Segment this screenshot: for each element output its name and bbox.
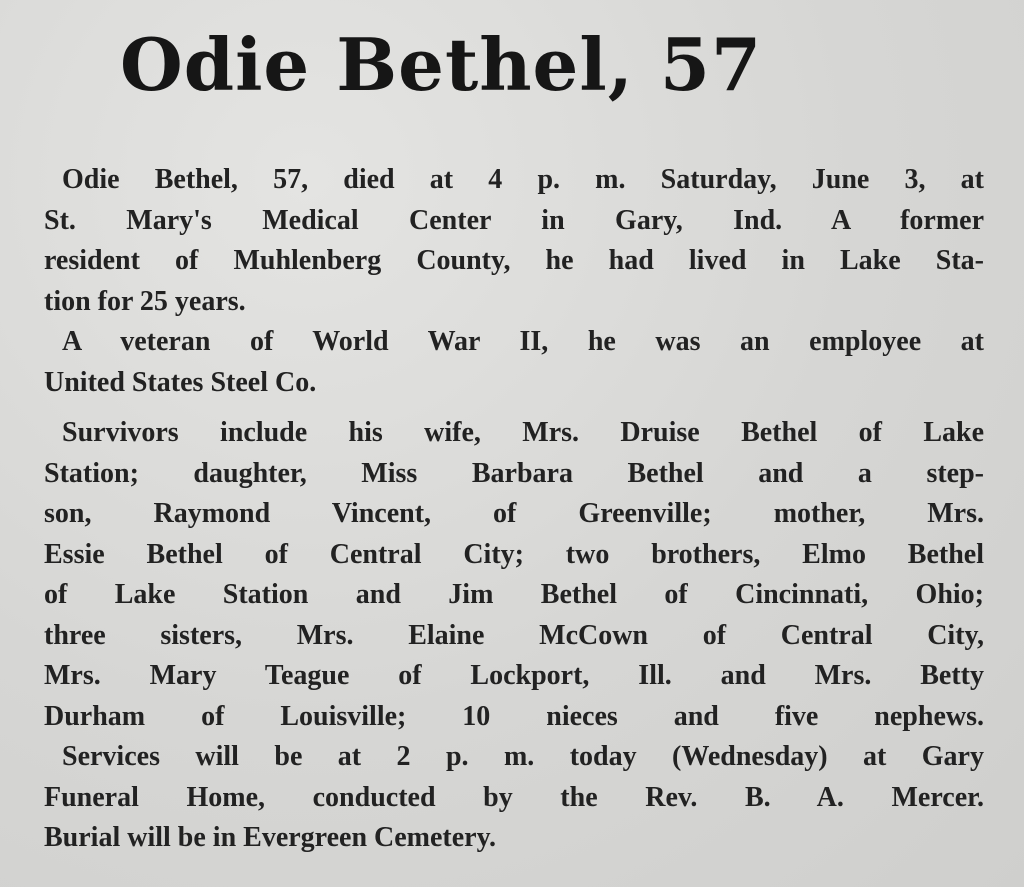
obituary-body [44, 160, 984, 859]
text-line: Odie Bethel, 57, died at 4 p. m. Saturday, June 3, at [62, 164, 984, 195]
text-line: Durham of Louisville; 10 nieces and five nephews. [44, 700, 984, 732]
text-line: St. Mary's Medical Center in Gary, Ind. A former [44, 204, 984, 236]
text-line: Survivors include his wife, Mrs. Druise Bethel of Lake [62, 417, 984, 448]
paragraph-gap [44, 403, 984, 413]
text-line: Funeral Home, conducted by the Rev. B. A. Mercer. [44, 781, 984, 813]
text-line: Essie Bethel of Central City; two brothers, Elmo Bethel [44, 538, 984, 570]
text-line: A veteran of World War II, he was an employee at [62, 326, 984, 357]
text-line: Burial will be in Evergreen Cemetery. [44, 822, 497, 853]
text-line: three sisters, Mrs. Elaine McCown of Central City, [44, 619, 984, 651]
headline: Odie Bethel, 57 [120, 22, 763, 107]
text-line: of Lake Station and Jim Bethel of Cincinnati, Ohio; [44, 579, 984, 610]
text-line: tion for 25 years. [44, 285, 246, 317]
text-line: son, Raymond Vincent, of Greenville; mother, Mrs. [44, 498, 984, 529]
text-line: Mrs. Mary Teague of Lockport, Ill. and Mrs. Betty [44, 660, 984, 691]
text-line: resident of Muhlenberg County, he had lived in Lake Sta- [44, 245, 984, 276]
text-line: United States Steel Co. [44, 366, 317, 398]
text-line: Station; daughter, Miss Barbara Bethel and a step- [44, 457, 984, 489]
text-line: Services will be at 2 p. m. today (Wednesday) at Gary [62, 741, 984, 772]
